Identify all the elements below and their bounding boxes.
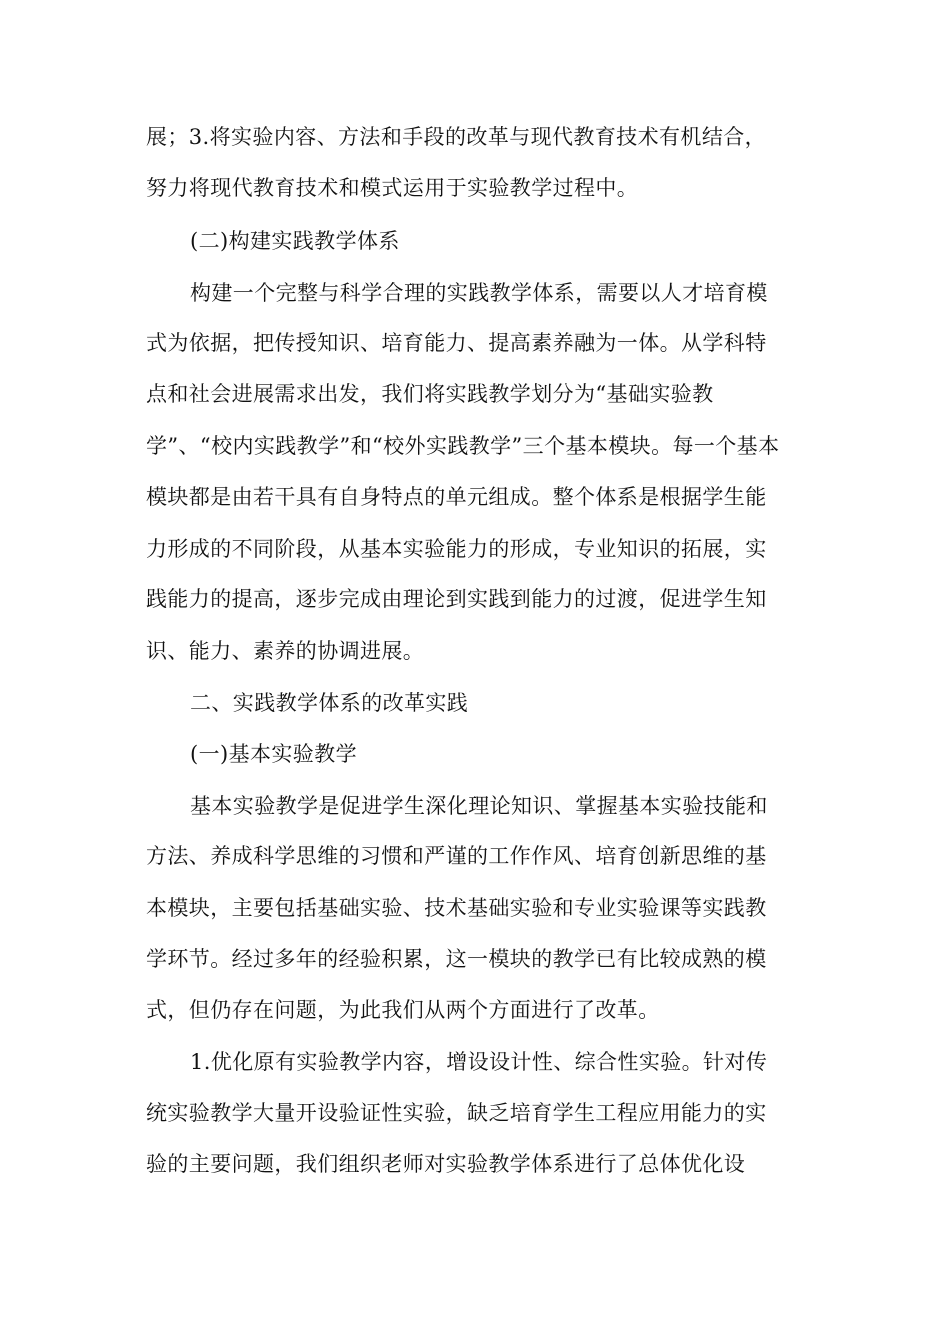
text-line-8: 模块都是由若干具有自身特点的单元组成。整个体系是根据学生能 xyxy=(146,485,767,509)
text-line-9: 力形成的不同阶段，从基本实验能力的形成，专业知识的拓展，实 xyxy=(146,537,767,561)
text-line-17: 学环节。经过多年的经验积累，这一模块的教学已有比较成熟的模 xyxy=(146,947,767,971)
text-line-5: 式为依据，把传授知识、培育能力、提高素养融为一体。从学科特 xyxy=(146,331,767,355)
text-line-19: 1.优化原有实验教学内容，增设设计性、综合性实验。针对传 xyxy=(190,1050,768,1074)
text-line-16: 本模块，主要包括基础实验、技术基础实验和专业实验课等实践教 xyxy=(146,896,767,920)
text-line-6: 点和社会进展需求出发，我们将实践教学划分为“基础实验教 xyxy=(146,382,714,406)
text-line-7: 学”、“校内实践教学”和“校外实践教学”三个基本模块。每一个基本 xyxy=(146,434,780,458)
text-line-11: 识、能力、素养的协调进展。 xyxy=(146,639,425,663)
text-line-20: 统实验教学大量开设验证性实验，缺乏培育学生工程应用能力的实 xyxy=(146,1101,767,1125)
text-line-15: 方法、养成科学思维的习惯和严谨的工作作风、培育创新思维的基 xyxy=(146,844,767,868)
section-heading-2: (二)构建实践教学体系 xyxy=(190,229,400,253)
text-line-1: 展；3.将实验内容、方法和手段的改革与现代教育技术有机结合， xyxy=(146,125,767,149)
text-line-18: 式，但仍存在问题，为此我们从两个方面进行了改革。 xyxy=(146,998,660,1022)
text-line-4: 构建一个完整与科学合理的实践教学体系，需要以人才培育模 xyxy=(190,281,768,305)
text-line-14: 基本实验教学是促进学生深化理论知识、掌握基本实验技能和 xyxy=(190,794,768,818)
text-line-10: 践能力的提高，逐步完成由理论到实践到能力的过渡，促进学生知 xyxy=(146,587,767,611)
chapter-heading: 二、实践教学体系的改革实践 xyxy=(190,691,469,715)
text-line-2: 努力将现代教育技术和模式运用于实验教学过程中。 xyxy=(146,176,639,200)
text-line-21: 验的主要问题，我们组织老师对实验教学体系进行了总体优化设 xyxy=(146,1152,746,1176)
section-heading-1: (一)基本实验教学 xyxy=(190,742,357,766)
